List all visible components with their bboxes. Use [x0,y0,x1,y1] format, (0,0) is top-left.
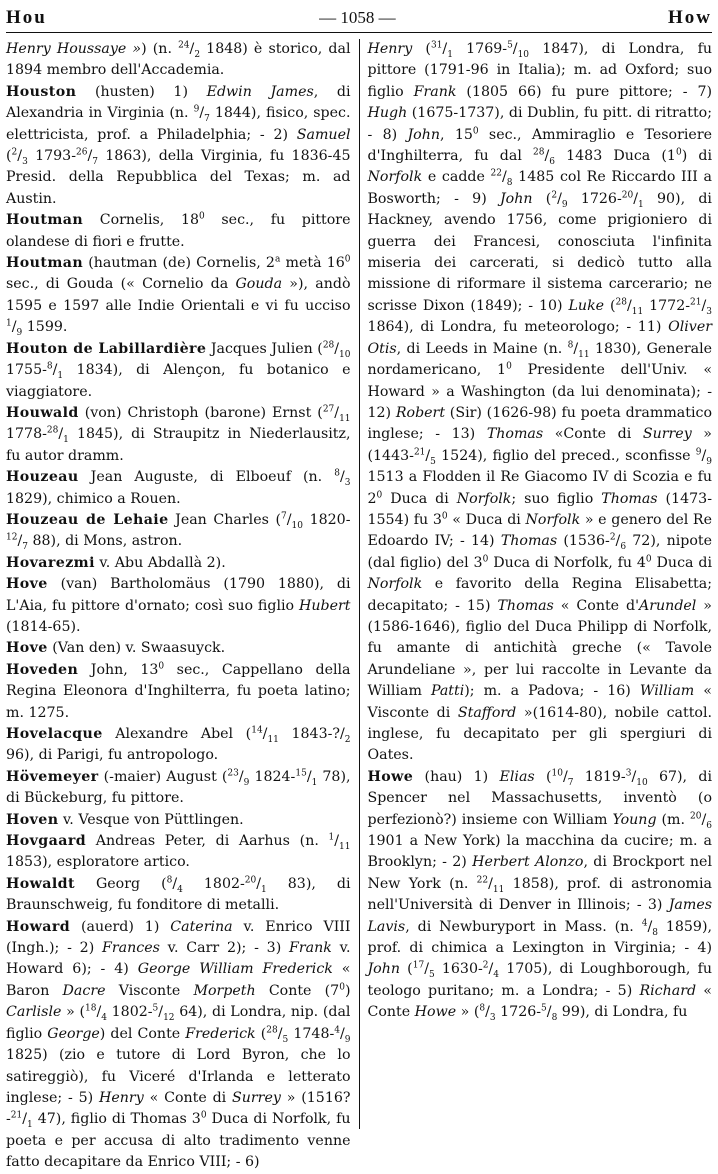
entry-text: Jean Auguste, di Elboeuf (n. $^8/_3$ 1829), chimico a Rouen. [6,468,351,507]
entry-headword: Hoveden [6,661,79,678]
entry-text: v. Vesque von Püttlingen. [62,811,244,828]
dictionary-entry [6,917,351,1174]
entry-text: Georg ($^8/_4$ $1802-^{20}/_1$ 83), di Braunschweig, fu fonditore di metalli. [6,875,351,914]
dictionary-entry [6,467,351,510]
dictionary-entry [6,403,351,467]
text-columns [6,39,713,1171]
page-header [6,4,712,33]
dictionary-entry [6,82,351,210]
entry-headword: Houzeau [6,469,79,486]
entry-text: (hau) 1) Elias ($^{10}/_7$ $1819-^3/_{10}$ 67), di Spencer nel Massachusetts, inventò (o perfezionò?) insieme con William Young (m. $^{20}/_6$ 1901 a New York) la macchina da cucire; m. a Brooklyn; - 2) Herbert Alonzo, di Brockport nel New York (n. $^{22}/_{11}$ 1858), prof. di astronomia nell'Università di Denver in Illinois; - 3) James Lavis, di Newburyport in Mass. (n. $^4/_8$ 1859), prof. di chimica a Lexington in Virginia; - 4) John ($^{17}/_5$ $1630-^2/_4$ 1705), di Loughborough, fu teologo puritano; m. a Londra; - 5) Richard « Conte Howe » ($^8/_3$ $1726-^5/_8$ 99), di Londra, fu [367,768,712,1024]
entry-headword: Hove [6,576,48,593]
entry-headword: Hove [6,640,48,657]
entry-text: Alexandre Abel ($^{14}/_{11}$ $1843-?/_2$ 96), di Parigi, fu antropologo. [6,725,351,764]
dictionary-entry [6,831,351,874]
entry-text: Henry ($^{31}/_1$ $1769-^5/_{10}$ 1847), di Londra, fu pittore (1791-96 in Italia); m. ad Oxford; suo figlio Frank (1805 66) fu pure pittore; - 7) Hugh (1675-1737), di Dublin, fu pitt. di ritratto; - 8) John, $15^0$ sec., Ammiraglio e Tesoriere d'Inghilterra, fu dal $^{28}/_6$ 1483 Duca $(1^0)$ di Norfolk e cadde $^{22}/_8$ 1485 col Re Riccardo III a Bosworth; - 9) John ($^2/_9$ $1726-^{20}/_1$ 90), di Hackney, avendo 1756, come prigioniero di guerra dei Francesi, conosciuta l'infinita miseria dei carcerati, si dedicò tutto alla missione di riformare il sistema carcerario; ne scrisse Dixon (1849); - 10) Luke ($^{28}/_{11}$ $1772-^{21}/_3$ 1864), di Londra, fu meteorologo; - 11) Oliver Otis, di Leeds in Maine (n. $^8/_{11}$ 1830), Generale nordamericano, $1^0$ Presidente dell'Univ. « Howard » a Washington (da lui denominata); - 12) Robert (Sir) (1626-98) fu poeta drammatico inglese; - 13) Thomas «Conte di Surrey » ($1443-^{21}/_5$ 1524), figlio del preced., sconfisse $^9/_9$ 1513 a Flodden il Re Giacomo IV di Scozia e fu $2^0$ Duca di Norfolk; suo figlio Thomas (1473-1554) fu $3^0$ « Duca di Norfolk » e genero del Re Edoardo IV; - 14) Thomas ($1536-^2/_6$ 72), nipote (dal figlio) del $3^0$ Duca di Norfolk, fu $4^0$ Duca di Norfolk e favorito della Regina Elisabetta; decapitato; - 15) Thomas « Conte d'Arundel » (1586-1646), figlio del Duca Philipp di Norfolk, fu amante di antichità greche (« Tavole Arundeliane », per lui raccolte in Levante da William Patti); m. a Padova; - 16) William « Visconte di Stafford »(1614-80), nobile cattol. inglese, fu decapitato per gli spergiuri di Oates. [367,40,713,764]
dictionary-entry [6,210,351,253]
dictionary-entry [6,339,351,403]
entry-headword: Hövemeyer [6,768,99,785]
entry-headword: Hovarezmi [6,554,95,571]
entry-text: (husten) 1) Edwin James, di Alexandria in Virginia (n. $^9/_7$ 1844), fisico, spec. elettricista, prof. a Philadelphia; - 2) Samuel ($^2/_3$ $1793-^{26}/_7$ 1863), della Virginia, fu 1836-45 Presid. della Repubblica del Texas; m. ad Austin. [6,83,351,207]
dictionary-entry [368,767,713,1024]
entry-text: (hautman (de) Cornelis, 2$^a$ metà $16^0$ sec., di Gouda (« Cornelio da Gouda »), andò 1595 e 1597 alle Indie Orientali e vi fu ucciso $^1/_9$ 1599. [6,254,351,339]
dictionary-entry [6,724,351,767]
entry-text: v. Abu Abdallà 2). [99,554,226,571]
entry-text: (Van den) v. Swaasuyck. [52,640,226,657]
dictionary-entry [6,660,351,724]
entry-text: (von) Christoph (barone) Ernst ($^{27}/_{11}$ $1778-^{28}/_1$ 1845), di Straupitz in Niederlausitz, fu autor dramm. [6,404,351,464]
entry-headword: Houtman [6,255,84,272]
entry-text: Andreas Peter, di Aarhus (n. $^1/_{11}$ 1853), esploratore artico. [6,832,351,871]
continued-entry [6,39,351,82]
entry-headword: Hoven [6,811,59,828]
entry-headword: Hovelacque [6,726,103,742]
entry-text: Jean Charles ($^7/_{10}$ $1820-^{12}/_7$ 88), di Mons, astron. [6,511,351,553]
entry-text: Jacques Julien ($^{28}/_{10}$ $1755-^8/_1$ 1834), di Alençon, fu botanico e viaggiatore. [6,339,351,400]
entry-text: John, $13^0$ sec., Cappellano della Regina Eleonora d'Inghilterra, fu poeta latino; m. 1275. [6,661,351,721]
right-column [359,39,713,1129]
dictionary-entry [6,767,351,810]
entry-headword: Hovgaard [6,833,87,850]
dictionary-entry [6,253,351,339]
entry-headword: Howaldt [6,875,75,892]
dictionary-entry [6,638,351,659]
entry-headword: Howe [367,768,414,785]
entry-headword: Howard [6,918,71,935]
dictionary-entry [6,510,351,553]
entry-headword: Houtman [6,212,84,229]
entry-headword: Houwald [6,404,79,421]
dictionary-entry [6,874,351,917]
entry-text: Henry Houssaye ») (n. $^{24}/_2$ 1848) è storico, dal 1894 membro dell'Accademia. [6,40,351,79]
page-number: — 1058 — [319,8,396,27]
dictionary-entry [6,810,351,831]
header-right-word: How [667,7,712,28]
header-left-word: Hou [6,7,47,28]
entry-text: Cornelis, $18^0$ sec., fu pittore olandese di fiori e frutte. [6,211,351,250]
entry-text: (auerd) 1) Caterina v. Enrico VIII (Ingh.); - 2) Frances v. Carr 2); - 3) Frank v. Howard 6); - 4) George William Frederick « Baron Dacre Visconte Morpeth Conte $(7^0)$ Carlisle » ($^{18}/_4$ $1802-^5/_{12}$ 64), di Londra, nip. (dal figlio George) del Conte Frederick ($^{28}/_5$ $1748-^4/_9$ 1825) (zio e tutore di Lord Byron, che lo satireggiò), fu Viceré d'Irlanda e letterato inglese; - 5) Henry « Conte di Surrey » ($1516?-^{21}/_1$ 47), figlio di Thomas $3^0$ Duca di Norfolk, fu poeta e per accusa di alto tradimento venne fatto decapitare da Enrico VIII; - 6) [6,918,351,1171]
entry-headword: Houston [6,83,77,100]
left-column [6,39,359,1171]
dictionary-entry [6,574,351,638]
entry-text: (van) Bartholomäus (1790 1880), di L'Aia, fu pittore d'ornato; così suo figlio Hubert (1814-65). [6,576,351,635]
dictionary-entry [6,553,351,574]
entry-headword: Houton de Labillardière [6,340,207,357]
entry-text: (-maier) August ($^{23}/_9$ $1824-^{15}/_1$ 78), di Bückeburg, fu pittore. [6,768,351,807]
entry-headword: Houzeau de Lehaie [6,511,169,528]
continued-entry [368,39,713,767]
